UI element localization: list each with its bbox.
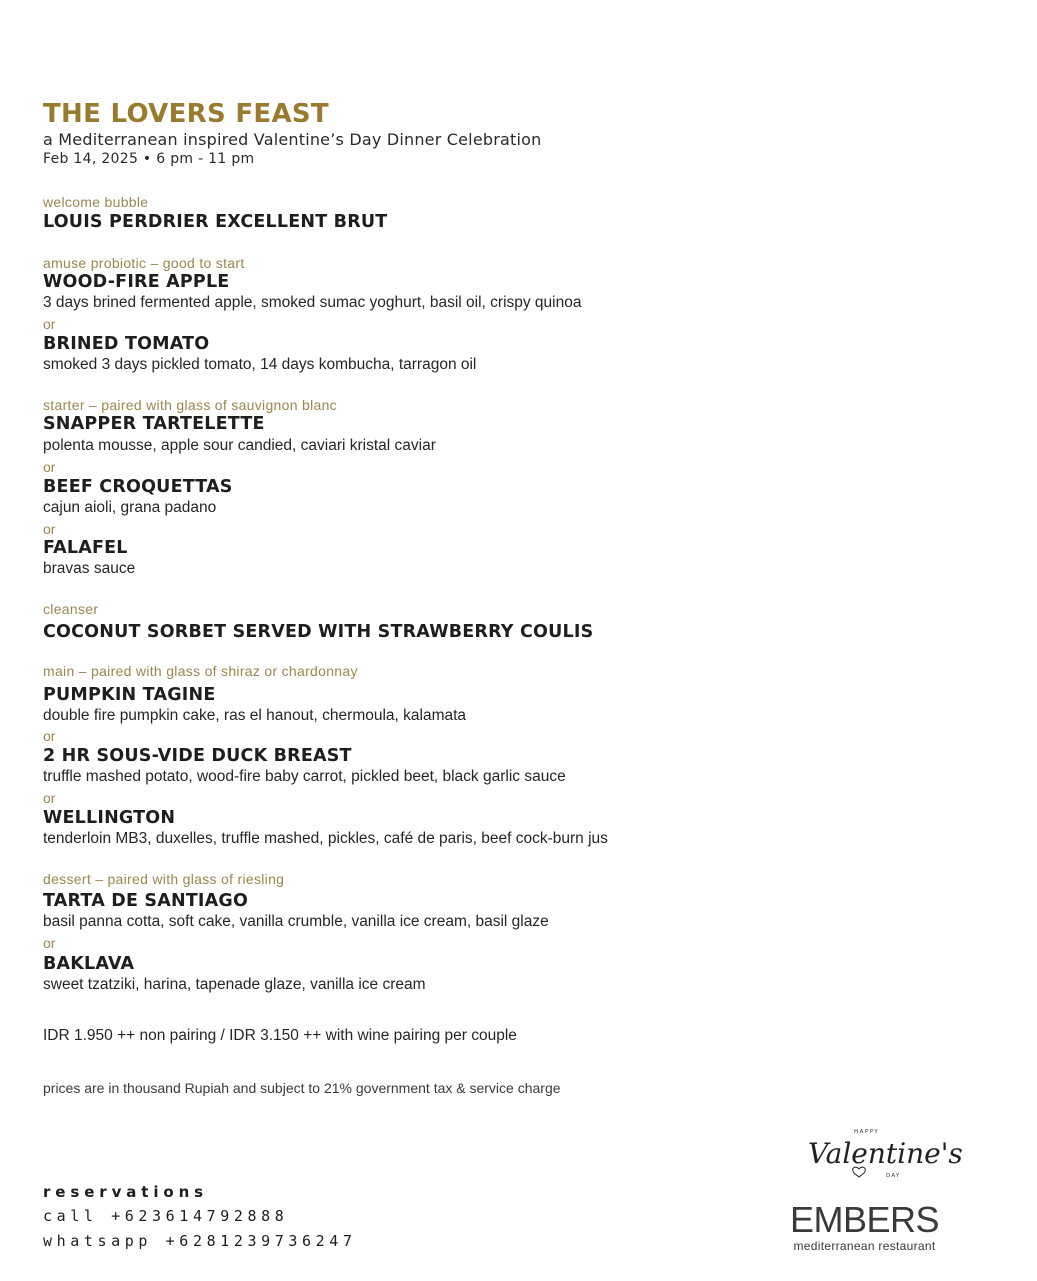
dish-name: SNAPPER TARTELETTE [43, 414, 265, 434]
dish-name: WELLINGTON [43, 808, 176, 828]
day-text: DAY [886, 1173, 901, 1179]
reservation-whatsapp[interactable]: whatsapp +6281239736247 [43, 1232, 357, 1250]
embers-logo [782, 1125, 962, 1260]
reservations-heading: reservations [43, 1183, 208, 1201]
happy-valentines-logo [804, 1125, 963, 1181]
course-label-main: main – paired with glass of shiraz or chardonnay [43, 663, 358, 679]
reservation-phone[interactable]: call +623614792888 [43, 1207, 289, 1225]
page-subtitle: a Mediterranean inspired Valentine’s Day Dinner Celebration [43, 130, 542, 149]
price-line: IDR 1.950 ++ non pairing / IDR 3.150 ++ with wine pairing per couple [43, 1027, 517, 1044]
dish-description: smoked 3 days pickled tomato, 14 days kombucha, tarragon oil [43, 356, 477, 373]
brand-tagline: mediterranean restaurant [793, 1239, 936, 1253]
or-separator: or [43, 316, 56, 332]
dish-description: double fire pumpkin cake, ras el hanout, chermoula, kalamata [43, 707, 467, 724]
course-label-dessert: dessert – paired with glass of riesling [43, 871, 285, 887]
course-label-amuse: amuse probiotic – good to start [43, 255, 245, 271]
dish-description: polenta mousse, apple sour candied, caviari kristal caviar [43, 437, 436, 454]
dish-name: WOOD-FIRE APPLE [43, 272, 230, 292]
dish-description: 3 days brined fermented apple, smoked sumac yoghurt, basil oil, crispy quinoa [43, 294, 582, 311]
page-title: THE LOVERS FEAST [43, 99, 329, 129]
dish-description: cajun aioli, grana padano [43, 499, 217, 516]
dish-description: truffle mashed potato, wood-fire baby carrot, pickled beet, black garlic sauce [43, 768, 566, 785]
valentines-script: Valentine's [808, 1137, 963, 1170]
happy-text: HAPPY [854, 1129, 880, 1135]
dish-name: COCONUT SORBET SERVED WITH STRAWBERRY COULIS [43, 622, 594, 642]
course-label-welcome: welcome bubble [43, 194, 149, 210]
course-label-cleanser: cleanser [43, 601, 99, 617]
dish-name: TARTA DE SANTIAGO [43, 891, 249, 911]
dish-name: FALAFEL [43, 538, 128, 558]
or-separator: or [43, 790, 56, 806]
dish-description: tenderloin MB3, duxelles, truffle mashed, pickles, café de paris, beef cock-burn jus [43, 830, 608, 847]
dish-name: LOUIS PERDRIER EXCELLENT BRUT [43, 212, 388, 232]
or-separator: or [43, 935, 56, 951]
course-label-starter: starter – paired with glass of sauvignon blanc [43, 397, 337, 413]
menu-page [43, 0, 1003, 1281]
dish-description: sweet tzatziki, harina, tapenade glaze, vanilla ice cream [43, 976, 426, 993]
or-separator: or [43, 459, 56, 475]
dish-name: BRINED TOMATO [43, 334, 210, 354]
tax-note: prices are in thousand Rupiah and subject to 21% government tax & service charge [43, 1080, 561, 1096]
dish-name: BAKLAVA [43, 954, 135, 974]
dish-name: BEEF CROQUETTAS [43, 477, 233, 497]
brand-name: EMBERS [789, 1199, 940, 1240]
dish-description: basil panna cotta, soft cake, vanilla crumble, vanilla ice cream, basil glaze [43, 913, 549, 930]
event-date: Feb 14, 2025 • 6 pm - 11 pm [43, 151, 255, 167]
dish-name: 2 HR SOUS-VIDE DUCK BREAST [43, 746, 352, 766]
dish-name: PUMPKIN TAGINE [43, 685, 216, 705]
or-separator: or [43, 521, 56, 537]
dish-description: bravas sauce [43, 560, 136, 577]
or-separator: or [43, 728, 56, 744]
